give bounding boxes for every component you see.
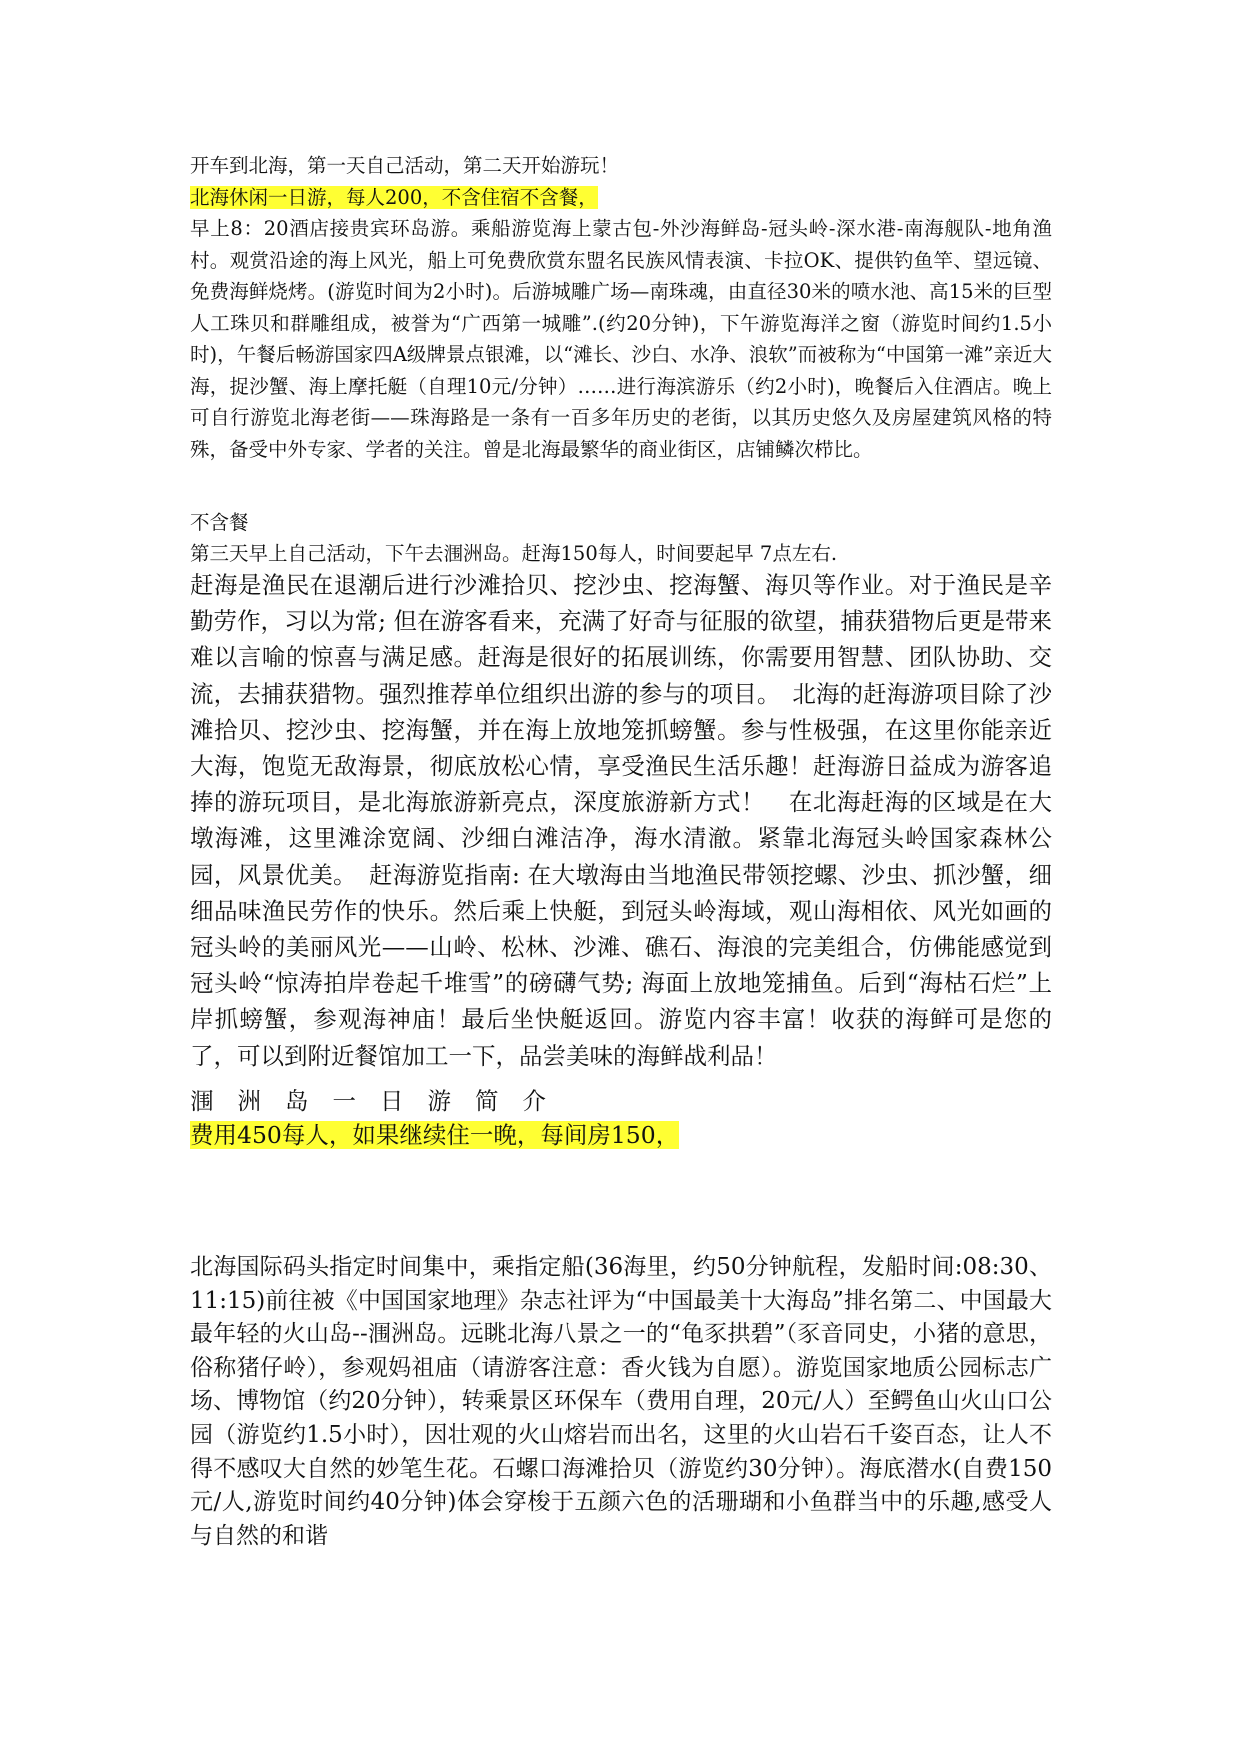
- weizhou-heading: 涠洲岛一日游简介: [190, 1087, 570, 1115]
- tour-price-highlight: 北海休闲一日游，每人200，不含住宿不含餐，: [190, 186, 598, 209]
- weizhou-itinerary-paragraph: 北海国际码头指定时间集中，乘指定船(36海里，约50分钟航程，发船时间:08:30、11:15)前往被《中国国家地理》杂志社评为“中国最美十大海岛”排名第二、中国最大最年轻的火山岛--涠洲岛。远眺北海八景之一的“龟豕拱碧”（豕音同史，小猪的意思，俗称猪仔岭），参观妈祖庙（请游客注意：香火钱为自愿）。游览国家地质公园标志广场、博物馆（约20分钟），转乘景区环保车（费用自理，20元/人）至鳄鱼山火山口公园（游览约1.5小时），因壮观的火山熔岩而出名，这里的火山岩石千姿百态，让人不得不感叹大自然的妙笔生花。石螺口海滩拾贝（游览约30分钟）。海底潜水(自费150元/人,游览时间约40分钟)体会穿梭于五颜六色的活珊瑚和小鱼群当中的乐趣,感受人与自然的和谐: [190, 1254, 1052, 1549]
- day2-itinerary-paragraph: 早上8：20酒店接贵宾环岛游。乘船游览海上蒙古包-外沙海鲜岛-冠头岭-深水港-南海舰队-地角渔村。观赏沿途的海上风光，船上可免费欣赏东盟名民族风情表演、卡拉OK、提供钓鱼竿、望远镜、免费海鲜烧烤。(游览时间为2小时)。后游城雕广场—南珠魂，由直径30米的喷水池、高15米的巨型人工珠贝和群雕组成，被誉为“广西第一城雕”.(约20分钟)，下午游览海洋之窗（游览时间约1.5小时)，午餐后畅游国家四A级牌景点银滩，以“滩长、沙白、水净、浪软”而被称为“中国第一滩”亲近大海，捉沙蟹、海上摩托艇（自理10元/分钟）……进行海滨游乐（约2小时)，晚餐后入住酒店。晚上可自行游览北海老街——珠海路是一条有一百多年历史的老街，以其历史悠久及房屋建筑风格的特殊，备受中外专家、学者的关注。曾是北海最繁华的商业街区，店铺鳞次栉比。: [190, 217, 1052, 461]
- ganhai-paragraph: 赶海是渔民在退潮后进行沙滩拾贝、挖沙虫、挖海蟹、海贝等作业。对于渔民是辛勤劳作，习以为常; 但在游客看来，充满了好奇与征服的欲望，捕获猎物后更是带来难以言喻的惊喜与满足感。赶海是很好的拓展训练，你需要用智慧、团队协助、交流，去捕获猎物。强烈推荐单位组织出游的参与的项目。 北海的赶海游项目除了沙滩拾贝、挖沙虫、挖海蟹，并在海上放地笼抓螃蟹。参与性极强，在这里你能亲近大海，饱览无敌海景，彻底放松心情，享受渔民生活乐趣！赶海游日益成为游客追捧的游玩项目，是北海旅游新亮点，深度旅游新方式！ 在北海赶海的区域是在大墩海滩，这里滩涂宽阔、沙细白滩洁净，海水清澈。紧靠北海冠头岭国家森林公园，风景优美。 赶海游览指南: 在大墩海由当地渔民带领挖螺、沙虫、抓沙蟹，细细品味渔民劳作的快乐。然后乘上快艇，到冠头岭海域，观山海相依、风光如画的冠头岭的美丽风光——山岭、松林、沙滩、礁石、海浪的完美组合，仿佛能感觉到冠头岭“惊涛拍岸卷起千堆雪”的磅礴气势; 海面上放地笼捕鱼。后到“海枯石烂”上岸抓螃蟹，参观海神庙！最后坐快艇返回。游览内容丰富！收获的海鲜可是您的了，可以到附近餐馆加工一下，品尝美味的海鲜战利品！: [190, 571, 1052, 1070]
- weizhou-price-highlight: 费用450每人，如果继续住一晚，每间房150，: [190, 1121, 680, 1149]
- day3-line: 第三天早上自己活动，下午去涠洲岛。赶海150每人，时间要起早 7点左右.: [190, 542, 838, 565]
- intro-line: 开车到北海，第一天自己活动，第二天开始游玩！: [190, 154, 620, 177]
- no-meal-note: 不含餐: [190, 511, 249, 534]
- tour-price-line: [190, 182, 1052, 214]
- weizhou-price-line: [190, 1117, 1052, 1153]
